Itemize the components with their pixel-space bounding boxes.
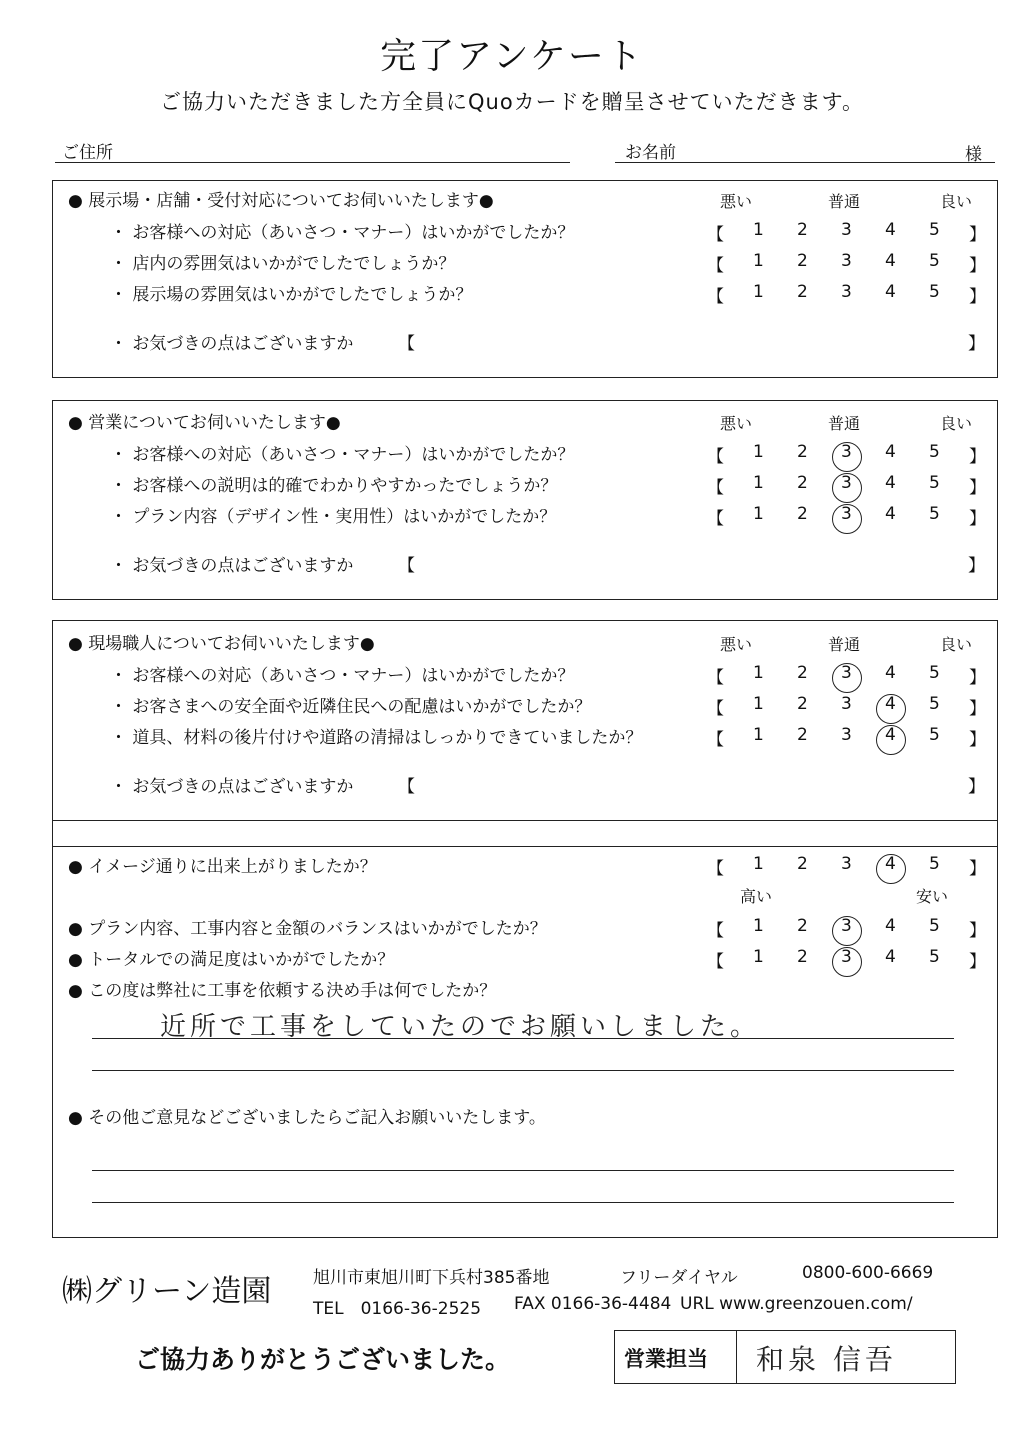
- scale-option[interactable]: 3: [841, 504, 852, 524]
- selected-answer-circle: [876, 694, 906, 724]
- section-heading: ● 現場職人についてお伺いいたします●: [68, 634, 375, 654]
- question-other: ● その他ご意見などございましたらご記入お願いいたします。: [68, 1108, 546, 1128]
- scale-option[interactable]: 1: [753, 694, 764, 714]
- scale-option[interactable]: 2: [797, 916, 808, 936]
- page-title: 完了アンケート: [380, 36, 644, 77]
- answer-line[interactable]: [92, 1070, 954, 1071]
- rating-scale[interactable]: [707, 725, 997, 749]
- question-total: ● トータルでの満足度はいかがでしたか？: [68, 950, 395, 970]
- scale-bracket-close: 】: [969, 256, 986, 276]
- name-label: お名前: [625, 143, 676, 163]
- scale-option[interactable]: 3: [841, 473, 852, 493]
- scale-option[interactable]: 4: [885, 442, 896, 462]
- scale-option[interactable]: 1: [753, 504, 764, 524]
- rating-scale[interactable]: [707, 220, 997, 244]
- scale-bracket-close: 】: [969, 699, 986, 719]
- scale-label-bad: 悪い: [720, 635, 753, 654]
- reason-answer: 近所で工事をしていたのでお願いしました。: [160, 1012, 761, 1042]
- scale-option[interactable]: 5: [929, 854, 940, 874]
- scale-option[interactable]: 3: [841, 663, 852, 683]
- scale-option[interactable]: 4: [885, 694, 896, 714]
- scale-bracket-close: 】: [969, 859, 986, 879]
- question-reason: ● この度は弊社に工事を依頼する決め手は何でしたか？: [68, 981, 497, 1001]
- scale-option[interactable]: 4: [885, 504, 896, 524]
- scale-label-normal: 普通: [828, 414, 861, 433]
- scale-option[interactable]: 5: [929, 473, 940, 493]
- question-text: ・ 店内の雰囲気はいかがでしたでしょうか？: [110, 254, 456, 274]
- rating-scale[interactable]: [707, 854, 997, 878]
- scale-option[interactable]: 2: [797, 663, 808, 683]
- question-text: ・ お客さまへの安全面や近隣住民への配慮はいかがでしたか？: [110, 697, 592, 717]
- scale-option[interactable]: 4: [885, 251, 896, 271]
- name-field[interactable]: [615, 162, 995, 163]
- website-url[interactable]: URL www.greenzouen.com/: [680, 1294, 913, 1314]
- question-text: ・ 展示場の雰囲気はいかがでしたでしょうか？: [110, 285, 473, 305]
- scale-option[interactable]: 5: [929, 220, 940, 240]
- staff-name: 和泉 信吾: [756, 1343, 897, 1376]
- thanks-message: ご協力ありがとうございました。: [135, 1345, 511, 1374]
- comment-bracket-open: 【: [398, 556, 415, 576]
- comment-field[interactable]: [420, 770, 960, 796]
- scale-option[interactable]: 3: [841, 220, 852, 240]
- section-heading: ● 営業についてお伺いいたします●: [68, 413, 341, 433]
- scale-bracket-close: 】: [969, 287, 986, 307]
- scale-option[interactable]: 1: [753, 663, 764, 683]
- scale-option[interactable]: 5: [929, 663, 940, 683]
- freedial-number: 0800-600-6669: [802, 1263, 934, 1283]
- answer-line[interactable]: [92, 1038, 954, 1039]
- answer-line[interactable]: [92, 1170, 954, 1171]
- scale-option[interactable]: 4: [885, 220, 896, 240]
- scale-label-bad: 悪い: [720, 414, 753, 433]
- scale-label-cheap: 安い: [916, 887, 949, 906]
- name-suffix: 様: [965, 145, 982, 165]
- scale-label-good: 良い: [940, 635, 973, 654]
- scale-option[interactable]: 5: [929, 442, 940, 462]
- page-subtitle: ご協力いただきました方全員にQuoカードを贈呈させていただきます。: [159, 90, 864, 114]
- scale-option[interactable]: 2: [797, 947, 808, 967]
- address-field[interactable]: [55, 162, 570, 163]
- selected-answer-circle: [832, 442, 862, 472]
- scale-bracket-open: 【: [707, 921, 724, 941]
- scale-option[interactable]: 1: [753, 947, 764, 967]
- scale-option[interactable]: 1: [753, 916, 764, 936]
- scale-option[interactable]: 2: [797, 473, 808, 493]
- scale-option[interactable]: 3: [841, 251, 852, 271]
- selected-answer-circle: [832, 504, 862, 534]
- selected-answer-circle: [832, 947, 862, 977]
- scale-option[interactable]: 2: [797, 251, 808, 271]
- scale-label-bad: 悪い: [720, 192, 753, 211]
- scale-option[interactable]: 5: [929, 251, 940, 271]
- scale-bracket-open: 【: [707, 478, 724, 498]
- scale-option[interactable]: 1: [753, 220, 764, 240]
- scale-option[interactable]: 2: [797, 220, 808, 240]
- rating-scale[interactable]: [707, 251, 997, 275]
- question-text: ・ 道具、材料の後片付けや道路の清掃はしっかりできていましたか？: [110, 728, 643, 748]
- scale-bracket-close: 】: [969, 225, 986, 245]
- scale-label-normal: 普通: [828, 192, 861, 211]
- question-text: ・ お客様への対応（あいさつ・マナー）はいかがでしたか？: [110, 666, 575, 686]
- scale-bracket-close: 】: [969, 921, 986, 941]
- rating-scale[interactable]: [707, 663, 997, 687]
- scale-bracket-close: 】: [969, 668, 986, 688]
- rating-scale[interactable]: [707, 916, 997, 940]
- scale-option[interactable]: 3: [841, 916, 852, 936]
- scale-option[interactable]: 2: [797, 854, 808, 874]
- divider: [52, 846, 998, 847]
- rating-scale[interactable]: [707, 473, 997, 497]
- comment-field[interactable]: [420, 327, 960, 353]
- rating-scale[interactable]: [707, 947, 997, 971]
- address-label: ご住所: [62, 143, 113, 163]
- staff-divider: [736, 1330, 737, 1384]
- scale-option[interactable]: 4: [885, 947, 896, 967]
- scale-bracket-close: 】: [969, 952, 986, 972]
- scale-option[interactable]: 1: [753, 442, 764, 462]
- scale-option[interactable]: 2: [797, 504, 808, 524]
- selected-answer-circle: [876, 725, 906, 755]
- selected-answer-circle: [832, 473, 862, 503]
- scale-option[interactable]: 1: [753, 282, 764, 302]
- comment-bracket-open: 【: [398, 777, 415, 797]
- scale-option[interactable]: 1: [753, 725, 764, 745]
- company-address: 旭川市東旭川町下兵村385番地: [313, 1268, 550, 1288]
- scale-option[interactable]: 3: [841, 854, 852, 874]
- scale-bracket-open: 【: [707, 225, 724, 245]
- scale-label-good: 良い: [940, 414, 973, 433]
- scale-bracket-open: 【: [707, 699, 724, 719]
- scale-label-good: 良い: [940, 192, 973, 211]
- scale-option[interactable]: 5: [929, 282, 940, 302]
- scale-bracket-close: 】: [969, 447, 986, 467]
- scale-option[interactable]: 5: [929, 916, 940, 936]
- comment-bracket-close: 】: [968, 334, 985, 354]
- divider: [52, 820, 998, 821]
- tel-number: TEL 0166-36-2525: [313, 1299, 482, 1319]
- scale-option[interactable]: 4: [885, 916, 896, 936]
- scale-option[interactable]: 3: [841, 694, 852, 714]
- scale-option[interactable]: 5: [929, 504, 940, 524]
- scale-option[interactable]: 5: [929, 947, 940, 967]
- selected-answer-circle: [832, 916, 862, 946]
- scale-option[interactable]: 3: [841, 442, 852, 462]
- scale-label-high: 高い: [740, 887, 773, 906]
- selected-answer-circle: [832, 663, 862, 693]
- scale-option[interactable]: 2: [797, 725, 808, 745]
- scale-option[interactable]: 2: [797, 282, 808, 302]
- scale-bracket-open: 【: [707, 287, 724, 307]
- scale-bracket-open: 【: [707, 952, 724, 972]
- scale-bracket-open: 【: [707, 256, 724, 276]
- scale-option[interactable]: 3: [841, 282, 852, 302]
- comment-bracket-open: 【: [398, 334, 415, 354]
- comment-label: ・ お気づきの点はございますか: [110, 556, 354, 576]
- comment-bracket-close: 】: [968, 556, 985, 576]
- scale-bracket-open: 【: [707, 447, 724, 467]
- scale-bracket-close: 】: [969, 509, 986, 529]
- scale-option[interactable]: 2: [797, 694, 808, 714]
- scale-bracket-open: 【: [707, 668, 724, 688]
- question-text: ・ プラン内容（デザイン性・実用性）はいかがでしたか？: [110, 507, 557, 527]
- scale-option[interactable]: 4: [885, 473, 896, 493]
- rating-scale[interactable]: [707, 504, 997, 528]
- section-heading: ● 展示場・店舗・受付対応についてお伺いいたします●: [68, 191, 494, 211]
- comment-bracket-close: 】: [968, 777, 985, 797]
- question-balance: ● プラン内容、工事内容と金額のバランスはいかがでしたか？: [68, 919, 547, 939]
- scale-option[interactable]: 5: [929, 694, 940, 714]
- rating-scale[interactable]: [707, 282, 997, 306]
- comment-field[interactable]: [420, 549, 960, 575]
- scale-bracket-open: 【: [707, 730, 724, 750]
- comment-label: ・ お気づきの点はございますか: [110, 334, 354, 354]
- answer-line[interactable]: [92, 1202, 954, 1203]
- freedial-label: フリーダイヤル: [620, 1268, 738, 1288]
- scale-option[interactable]: 3: [841, 947, 852, 967]
- scale-option[interactable]: 4: [885, 282, 896, 302]
- scale-option[interactable]: 5: [929, 725, 940, 745]
- scale-option[interactable]: 1: [753, 854, 764, 874]
- scale-bracket-close: 】: [969, 730, 986, 750]
- scale-option[interactable]: 4: [885, 854, 896, 874]
- scale-option[interactable]: 4: [885, 725, 896, 745]
- rating-scale[interactable]: [707, 442, 997, 466]
- question-image: ● イメージ通りに出来上がりましたか？: [68, 857, 377, 877]
- scale-bracket-open: 【: [707, 859, 724, 879]
- scale-bracket-open: 【: [707, 509, 724, 529]
- rating-scale[interactable]: [707, 694, 997, 718]
- selected-answer-circle: [876, 854, 906, 884]
- comment-label: ・ お気づきの点はございますか: [110, 777, 354, 797]
- scale-option[interactable]: 1: [753, 473, 764, 493]
- question-text: ・ お客様への対応（あいさつ・マナー）はいかがでしたか？: [110, 223, 575, 243]
- scale-option[interactable]: 4: [885, 663, 896, 683]
- company-name: ㈱グリーン造園: [62, 1274, 272, 1309]
- scale-bracket-close: 】: [969, 478, 986, 498]
- scale-option[interactable]: 1: [753, 251, 764, 271]
- question-text: ・ お客様への対応（あいさつ・マナー）はいかがでしたか？: [110, 445, 575, 465]
- fax-number: FAX 0166-36-4484: [514, 1294, 672, 1314]
- scale-option[interactable]: 3: [841, 725, 852, 745]
- staff-label: 営業担当: [624, 1347, 708, 1371]
- scale-label-normal: 普通: [828, 635, 861, 654]
- question-text: ・ お客様への説明は的確でわかりやすかったでしょうか？: [110, 476, 558, 496]
- scale-option[interactable]: 2: [797, 442, 808, 462]
